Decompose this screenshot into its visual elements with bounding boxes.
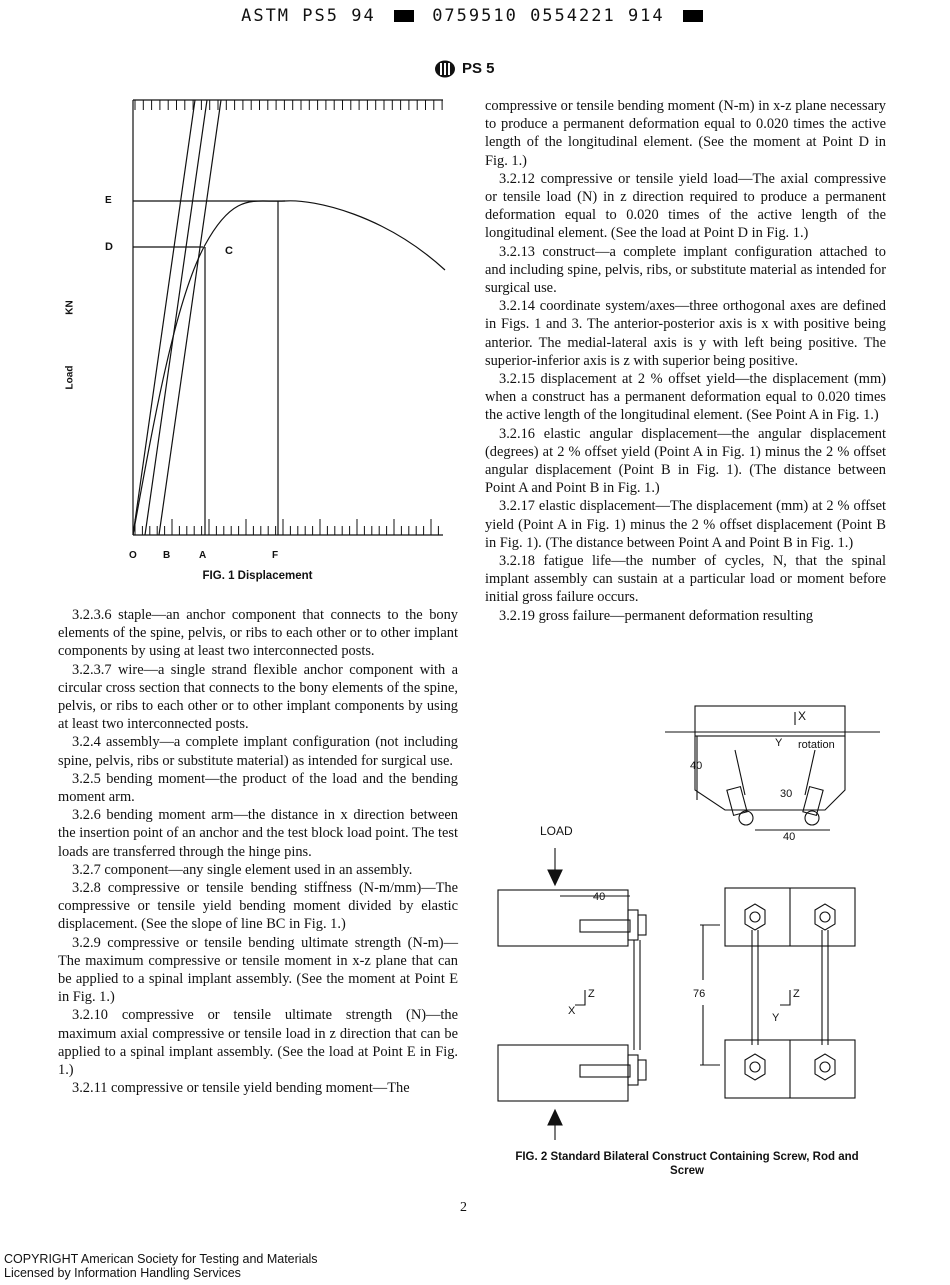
paragraph: 3.2.3.7 wire—a single strand flexible anchor component with a circular cross section that connects to the bony elements of the spine, pelvis, or ribs to each other or to other implant components by using at least two interconnected posts.: [58, 661, 458, 733]
dim-40-top: 40: [593, 891, 606, 903]
paragraph: 3.2.10 compressive or tensile ultimate strength (N)—the maximum axial compressive or tensile load in z direction that can be applied to a spinal implant assembly. (See the load at Point E in Fig. 1.): [58, 1007, 458, 1079]
page-number: 2: [460, 1200, 467, 1215]
point-label-d: D: [105, 241, 113, 253]
header-block-mark: [683, 10, 703, 22]
axis-x-top: X: [798, 709, 807, 723]
dim-76: 76: [693, 988, 706, 1000]
paragraph: 3.2.12 compressive or tensile yield load—The axial compressive or tensile load (N) in z direction required to produce a permanent deformation equal to 0.020 times of the active length of the longitudinal element. (See the load at Point D in Fig. 1.): [485, 170, 886, 242]
astm-logo-icon: [434, 60, 456, 78]
x-label-f: F: [272, 550, 279, 561]
header-right: 0759510 0554221 914: [432, 6, 665, 26]
point-label-c: C: [225, 245, 233, 257]
paragraph: compressive or tensile bending moment (N-m) in x-z plane necessary to produce a permanent deformation equal to 0.020 times the active length of the longitudinal element. (See the moment at Point D in Fig. 1.): [485, 98, 886, 169]
paragraph: 3.2.17 elastic displacement—The displacement (mm) at 2 % offset yield (Point A in Fig. 1) minus the 2 % offset displacement (Point B in Fig. 1). (The distance between Point A and Point B in Fig. 1.): [485, 498, 886, 551]
paragraph: 3.2.19 gross failure—permanent deformation resulting: [499, 607, 814, 624]
figure-1-displacement: [55, 95, 455, 590]
paragraph: 3.2.9 compressive or tensile bending ultimate strength (N-m)—The maximum compressive or tensile moment in x-z plane that can be applied to a spinal implant assembly. (See the moment at Point E in Fig. 1.): [58, 934, 458, 1006]
document-header: [0, 6, 950, 26]
copyright-footer: [4, 1252, 318, 1280]
paragraph: 3.2.15 displacement at 2 % offset yield—the displacement (mm) when a construct has a permanent deformation equal to 0.020 times the active length of the longitudinal element. (See Point A in Fig. 1.): [485, 371, 886, 424]
paragraph: 3.2.5 bending moment—the product of the load and the bending moment arm.: [58, 770, 458, 806]
axis-x-left: X: [568, 1005, 576, 1017]
dim-40-side: 40: [690, 760, 703, 772]
point-label-e: E: [105, 195, 112, 206]
figure-2-caption-line1: FIG. 2 Standard Bilateral Construct Containing Screw, Rod and: [515, 1151, 859, 1163]
axis-z-right: Z: [793, 988, 800, 1000]
paragraph: 3.2.4 assembly—a complete implant configuration (not including spine, pelvis, ribs or substitute material) as intended for surgical use.: [58, 734, 458, 769]
paragraph: 3.2.11 compressive or tensile yield bending moment—The: [72, 1080, 410, 1097]
rotation-label: rotation: [798, 739, 835, 751]
astm-logo: [434, 60, 495, 78]
x-label-a: A: [199, 550, 207, 561]
paragraph: 3.2.18 fatigue life—the number of cycles, N, that the spinal implant assembly can sustain at a particular load or moment before initial gross failure occurs.: [485, 553, 886, 606]
axis-y-top: Y: [775, 737, 783, 749]
footer-line2: Licensed by Information Handling Services: [4, 1266, 241, 1280]
paragraph: 3.2.3.6 staple—an anchor component that connects to the bony elements of the spine, pelvis, or ribs to each other or to other implant components by using at least two interconnected posts.: [58, 607, 458, 660]
dim-40-bottom: 40: [783, 831, 796, 843]
figure-1-graph: [55, 95, 455, 590]
axis-y-right: Y: [772, 1012, 780, 1024]
logo-text: PS 5: [462, 60, 495, 77]
paragraph: 3.2.14 coordinate system/axes—three orthogonal axes are defined in Figs. 1 and 3. The anterior-posterior axis is x with positive being anterior. The medial-lateral axis is y with left being positive. The superior-inferior axis is z with superior being positive.: [485, 298, 886, 369]
load-label: LOAD: [540, 824, 573, 838]
header-left: ASTM PS5 94: [241, 6, 376, 26]
dim-30: 30: [780, 788, 793, 800]
paragraph: 3.2.8 compressive or tensile bending stiffness (N-m/mm)—The compressive or tensile yield bending moment divided by elastic displacement. (See the slope of line BC in Fig. 1.): [58, 880, 458, 933]
header-block-mark: [394, 10, 414, 22]
paragraph: 3.2.16 elastic angular displacement—the angular displacement (degrees) at 2 % offset yield (Point A in Fig. 1) minus the 2 % offset angular displacement (Point B in Fig. 1). (The distance between Point A and Point B in Fig. 1.): [485, 425, 886, 497]
right-text-column: [485, 97, 886, 625]
figure-2-caption: [487, 1150, 887, 1178]
paragraph: 3.2.13 construct—a complete implant configuration attached to and including spine, pelvis, ribs, or substitute material as intended for surgical use.: [485, 243, 886, 297]
footer-line1: COPYRIGHT American Society for Testing and Materials: [4, 1252, 318, 1266]
x-label-o: O: [129, 550, 137, 561]
axis-z-left: Z: [588, 988, 595, 1000]
paragraph: 3.2.6 bending moment arm—the distance in x direction between the insertion point of an anchor and the test block load point. The test loads are transferred through the hinge pins.: [58, 807, 458, 860]
figure-1-caption: FIG. 1 Displacement: [202, 570, 313, 582]
paragraph: 3.2.7 component—any single element used in an assembly.: [72, 861, 413, 878]
x-label-b: B: [163, 550, 171, 561]
left-text-column: [58, 606, 458, 1097]
y-axis-unit: KN: [64, 300, 76, 315]
figure-2-caption-line2: Screw: [670, 1165, 704, 1177]
figure-2-construct: [490, 700, 890, 1145]
y-axis-label: Load: [64, 365, 76, 390]
